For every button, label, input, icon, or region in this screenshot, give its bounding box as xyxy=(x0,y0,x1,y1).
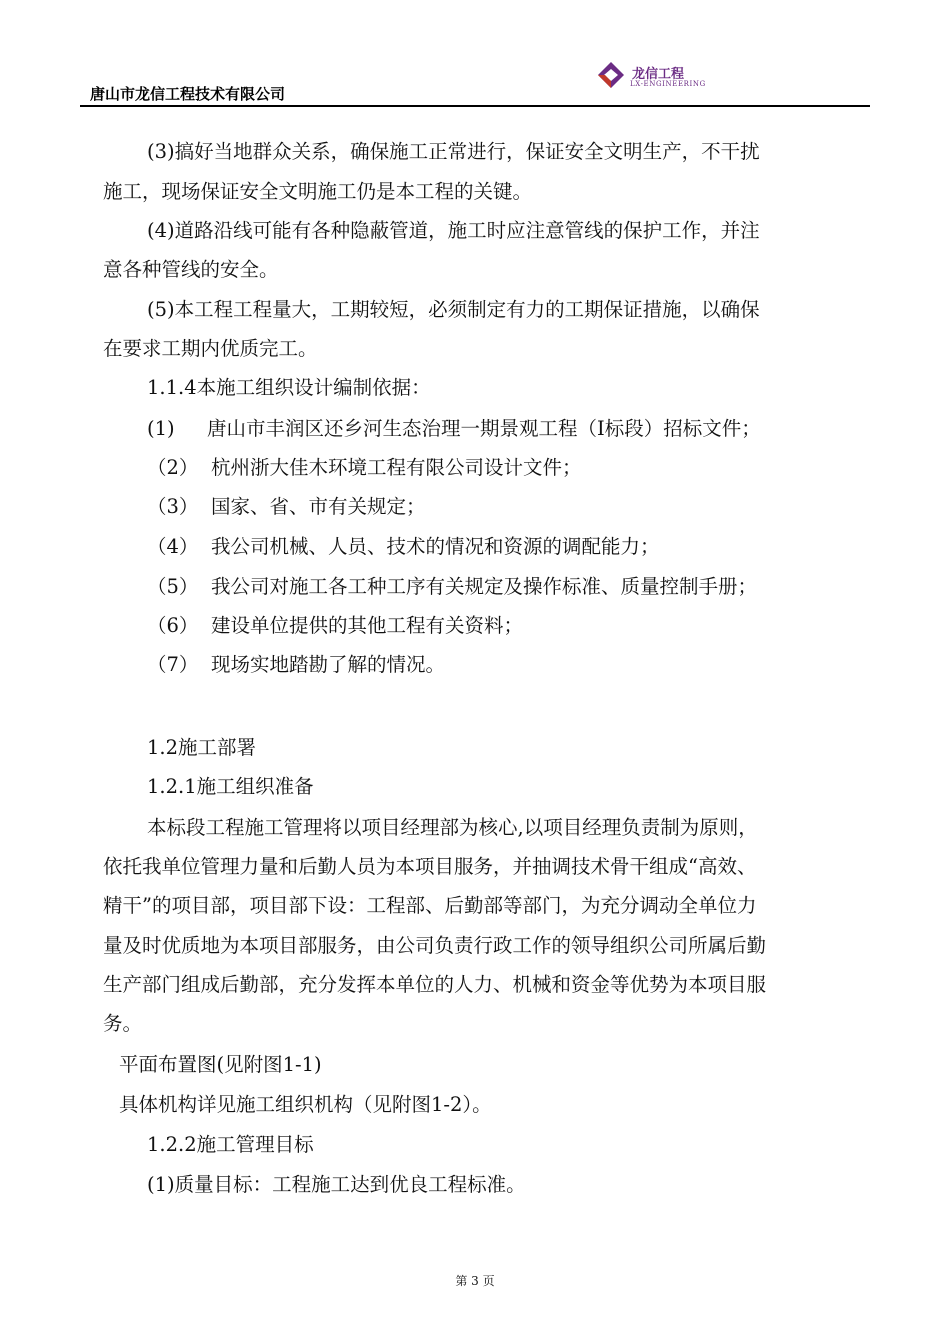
basis-item-text: 唐山市丰润区还乡河生态治理一期景观工程（Ⅰ标段）招标文件； xyxy=(207,417,761,440)
basis-item-7 xyxy=(147,652,445,678)
para-4-line-2: 意各种管线的安全。 xyxy=(103,258,279,281)
basis-item-4 xyxy=(147,534,660,560)
basis-heading: 1.1.4本施工组织设计编制依据： xyxy=(147,376,431,399)
para-line-6: 务。 xyxy=(103,1012,143,1035)
logo-subtitle: LX-ENGINEERING xyxy=(630,80,706,88)
page-number: 第 3 页 xyxy=(455,1274,495,1288)
basis-item-text: 现场实地踏勘了解的情况。 xyxy=(211,653,446,676)
basis-item-number: （6） xyxy=(147,614,199,637)
section-heading-1-2: 1.2施工部署 xyxy=(147,736,257,759)
para-line-3: 精干”的项目部，项目部下设：工程部、后勤部等部门，为充分调动全单位力 xyxy=(103,894,757,917)
basis-item-2 xyxy=(147,455,582,481)
para-3-line-1: (3)搞好当地群众关系，确保施工正常进行，保证安全文明生产，不干扰 xyxy=(147,140,760,163)
basis-item-number: （5） xyxy=(147,575,199,598)
basis-item-6 xyxy=(147,613,523,639)
basis-item-1 xyxy=(147,416,761,442)
basis-item-text: 建设单位提供的其他工程有关资料； xyxy=(211,614,524,637)
basis-item-text: 我公司机械、人员、技术的情况和资源的调配能力； xyxy=(211,535,660,558)
para-4-line-1: (4)道路沿线可能有各种隐蔽管道，施工时应注意管线的保护工作，并注 xyxy=(147,219,760,242)
basis-item-text: 国家、省、市有关规定； xyxy=(211,495,426,518)
quality-goal: (1)质量目标：工程施工达到优良工程标准。 xyxy=(147,1173,526,1196)
para-5-line-1: (5)本工程工程量大，工期较短，必须制定有力的工期保证措施，以确保 xyxy=(147,298,760,321)
basis-item-3 xyxy=(147,494,426,520)
basis-item-number: （2） xyxy=(147,456,199,479)
company-logo xyxy=(596,60,726,94)
plan-layout-reference: 平面布置图(见附图1-1) xyxy=(119,1053,322,1076)
organization-reference: 具体机构详见施工组织机构（见附图1-2）。 xyxy=(119,1093,492,1116)
basis-item-number: （3） xyxy=(147,495,199,518)
basis-item-text: 杭州浙大佳木环境工程有限公司设计文件； xyxy=(211,456,582,479)
para-line-1: 本标段工程施工管理将以项目经理部为核心,以项目经理负责制为原则， xyxy=(147,816,758,839)
para-line-2: 依托我单位管理力量和后勤人员为本项目服务，并抽调技术骨干组成“高效、 xyxy=(103,855,757,878)
basis-item-5 xyxy=(147,574,757,600)
para-line-5: 生产部门组成后勤部，充分发挥本单位的人力、机械和资金等优势为本项目服 xyxy=(103,973,767,996)
basis-item-number: （7） xyxy=(147,653,199,676)
para-line-4: 量及时优质地为本项目部服务，由公司负责行政工作的领导组织公司所属后勤 xyxy=(103,934,767,957)
para-3-line-2: 施工，现场保证安全文明施工仍是本工程的关键。 xyxy=(103,180,533,203)
para-5-line-2: 在要求工期内优质完工。 xyxy=(103,337,318,360)
basis-item-number: (1) xyxy=(147,417,175,440)
section-heading-1-2-1: 1.2.1施工组织准备 xyxy=(147,775,314,798)
section-heading-1-2-2: 1.2.2施工管理目标 xyxy=(147,1133,314,1156)
logo-mark-icon xyxy=(596,60,626,88)
header-company-name: 唐山市龙信工程技术有限公司 xyxy=(90,85,286,103)
basis-item-number: （4） xyxy=(147,535,199,558)
logo-name: 龙信工程 xyxy=(632,67,685,82)
basis-item-text: 我公司对施工各工种工序有关规定及操作标准、质量控制手册； xyxy=(211,575,758,598)
header-divider xyxy=(80,105,870,107)
